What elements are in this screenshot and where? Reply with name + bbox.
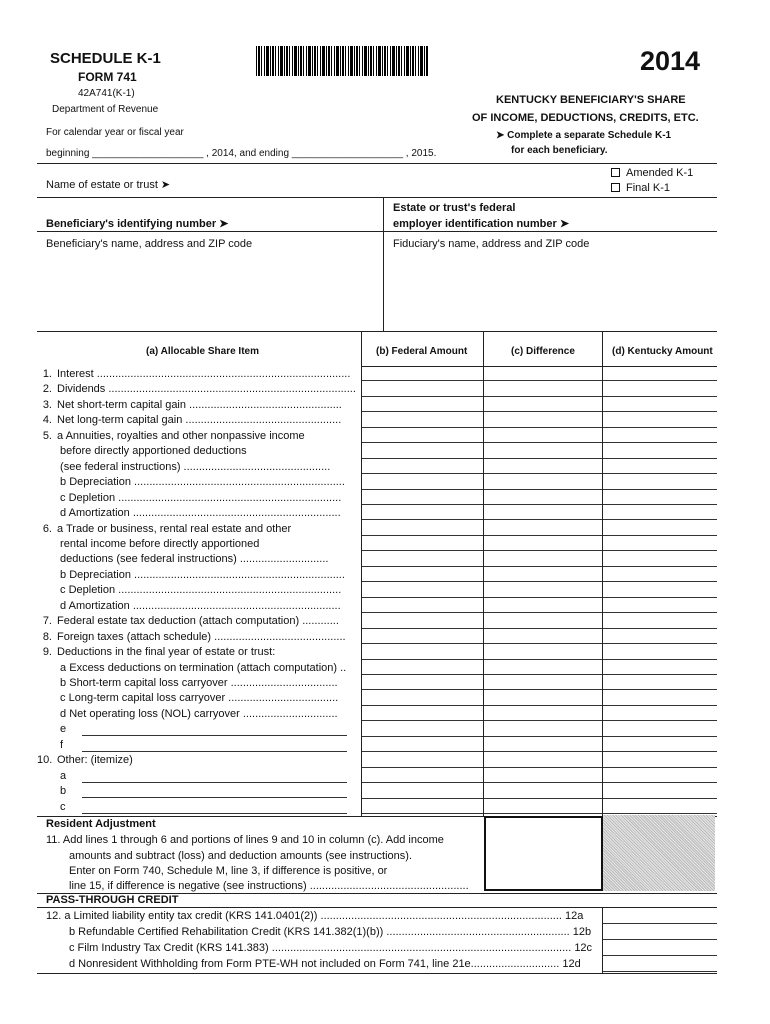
line-item-label xyxy=(37,414,357,426)
amount-cell-d[interactable] xyxy=(603,381,717,396)
line-item-label xyxy=(37,631,357,643)
line-text: (see federal instructions) ................................................ xyxy=(57,460,331,473)
amount-cell-c[interactable] xyxy=(484,521,602,536)
instruction-note-2: for each beneficiary. xyxy=(511,145,608,156)
line-text: Interest ................................................................................... xyxy=(57,368,351,380)
amount-cell-b[interactable] xyxy=(362,443,483,458)
amount-cell-c[interactable] xyxy=(484,598,602,613)
amount-cell-b[interactable] xyxy=(362,644,483,659)
form-code: 42A741(K-1) xyxy=(78,88,135,99)
amount-cell-c[interactable] xyxy=(484,567,602,582)
amount-cell-d[interactable] xyxy=(603,459,717,474)
amount-cell-c[interactable] xyxy=(484,737,602,752)
line-item-label xyxy=(37,383,357,395)
amount-cell-b[interactable] xyxy=(362,598,483,613)
amount-cell-b[interactable] xyxy=(362,582,483,597)
line-item-label xyxy=(37,553,357,565)
amount-cell-b[interactable] xyxy=(362,490,483,505)
amended-k1-checkbox[interactable] xyxy=(611,167,693,179)
line-text: f xyxy=(57,738,64,751)
itemize-blank[interactable] xyxy=(82,735,347,736)
amount-cell-d[interactable] xyxy=(603,721,717,736)
line-text: e xyxy=(57,723,67,736)
resident-heading: Resident Adjustment xyxy=(46,818,156,830)
line-11-text-2: amounts and subtract (loss) and deduction amounts (see instructions). xyxy=(69,850,413,862)
line-11-text: 11. Add lines 1 through 6 and portions of lines 9 and 10 in column (c). Add income xyxy=(46,834,444,846)
line-item-label xyxy=(37,476,357,488)
line-text: a Annuities, royalties and other nonpassive income xyxy=(57,429,305,442)
line-12c-input[interactable] xyxy=(603,940,717,956)
line-item-label xyxy=(37,646,357,658)
line-text: d Amortization .................................................................... xyxy=(57,507,341,520)
fiduciary-address-field[interactable]: Fiduciary's name, address and ZIP code xyxy=(393,238,590,250)
line-number: 7. xyxy=(42,615,52,628)
amount-cell-d[interactable] xyxy=(603,505,717,520)
amount-cell-c[interactable] xyxy=(484,551,602,566)
line-12a-text: 12. a Limited liability entity tax credit (KRS 141.0401(2)) ............................................................................... 12a xyxy=(46,910,584,922)
amount-cell-b[interactable] xyxy=(362,721,483,736)
amount-cell-d[interactable] xyxy=(603,660,717,675)
col-d-header: (d) Kentucky Amount xyxy=(612,346,713,357)
line-item-label xyxy=(37,801,357,813)
line-item-label xyxy=(37,692,357,704)
checkbox-icon xyxy=(611,168,620,177)
amount-cell-c[interactable] xyxy=(484,613,602,628)
department: Department of Revenue xyxy=(52,104,159,115)
amount-cell-d[interactable] xyxy=(603,768,717,783)
amount-cell-c[interactable] xyxy=(484,412,602,427)
amount-cell-d[interactable] xyxy=(603,644,717,659)
line-text: Net long-term capital gain ................................................... xyxy=(57,414,342,427)
amount-cell-c[interactable] xyxy=(484,490,602,505)
amount-cell-d[interactable] xyxy=(603,536,717,551)
amount-cell-d[interactable] xyxy=(603,675,717,690)
amount-cell-b[interactable] xyxy=(362,366,483,381)
beneficiary-id-field[interactable]: Beneficiary's identifying number ➤ xyxy=(46,218,229,230)
amount-cell-b[interactable] xyxy=(362,737,483,752)
final-k1-checkbox[interactable] xyxy=(611,182,670,194)
line-number: 10. xyxy=(37,754,53,767)
amount-cell-c[interactable] xyxy=(484,675,602,690)
amount-cell-c[interactable] xyxy=(484,721,602,736)
amount-cell-c[interactable] xyxy=(484,459,602,474)
line-text: c Long-term capital loss carryover .................................... xyxy=(57,692,339,705)
line-text: Foreign taxes (attach schedule) ........................................... xyxy=(57,630,346,643)
schedule-title: SCHEDULE K-1 xyxy=(50,50,161,67)
amount-cell-c[interactable] xyxy=(484,505,602,520)
amount-cell-c[interactable] xyxy=(484,706,602,721)
form-title-line2: OF INCOME, DEDUCTIONS, CREDITS, ETC. xyxy=(472,112,699,124)
amount-cell-b[interactable] xyxy=(362,428,483,443)
ein-field[interactable]: employer identification number ➤ xyxy=(393,218,570,230)
amount-cell-b[interactable] xyxy=(362,768,483,783)
amount-cell-c[interactable] xyxy=(484,752,602,767)
line-text: deductions (see federal instructions) ............................. xyxy=(57,553,329,566)
amount-cell-b[interactable] xyxy=(362,613,483,628)
amended-label: Amended K-1 xyxy=(626,167,694,179)
line-item-label xyxy=(37,430,357,442)
line-item-label xyxy=(37,615,357,627)
itemize-blank[interactable] xyxy=(82,813,347,814)
line-11-input[interactable] xyxy=(484,816,603,891)
line-number: 1. xyxy=(42,368,52,380)
line-item-label xyxy=(37,492,357,504)
amount-cell-c[interactable] xyxy=(484,366,602,381)
amount-cell-b[interactable] xyxy=(362,505,483,520)
amount-cell-d[interactable] xyxy=(603,752,717,767)
col-b-header: (b) Federal Amount xyxy=(376,346,468,357)
calendar-label: For calendar year or fiscal year xyxy=(46,127,184,138)
amount-cell-c[interactable] xyxy=(484,629,602,644)
amount-cell-d[interactable] xyxy=(603,366,717,381)
amount-cell-b[interactable] xyxy=(362,536,483,551)
amount-cell-b[interactable] xyxy=(362,629,483,644)
line-text: Dividends ................................................................................. xyxy=(57,383,356,396)
amount-cell-c[interactable] xyxy=(484,644,602,659)
amount-cell-b[interactable] xyxy=(362,381,483,396)
line-number: 2. xyxy=(42,383,52,396)
checkbox-icon xyxy=(611,183,620,192)
line-text: a Trade or business, rental real estate and other xyxy=(57,522,292,535)
amount-cell-c[interactable] xyxy=(484,768,602,783)
line-text: c Depletion ......................................................................... xyxy=(57,584,342,597)
period-line[interactable]: beginning ____________________ , 2014, and ending ____________________ , 2015. xyxy=(46,148,437,159)
final-label: Final K-1 xyxy=(626,182,671,194)
line-item-label xyxy=(37,723,357,735)
line-item-label xyxy=(37,739,357,751)
line-number: 5. xyxy=(42,429,52,442)
amount-cell-c[interactable] xyxy=(484,660,602,675)
line-text: c xyxy=(57,800,66,813)
line-text: Deductions in the final year of estate or trust: xyxy=(57,646,276,659)
amount-cell-d[interactable] xyxy=(603,783,717,798)
amount-cell-b[interactable] xyxy=(362,412,483,427)
amount-cell-b[interactable] xyxy=(362,567,483,582)
amount-cell-c[interactable] xyxy=(484,428,602,443)
amount-cell-b[interactable] xyxy=(362,675,483,690)
line-text: Federal estate tax deduction (attach computation) ............ xyxy=(57,615,339,628)
line-number: 3. xyxy=(42,398,52,411)
line-12a-input[interactable] xyxy=(603,908,717,924)
tax-year: 2014 xyxy=(640,46,701,76)
line-text: b Depreciation ..................................................................... xyxy=(57,476,345,489)
amount-cell-d[interactable] xyxy=(603,490,717,505)
col-c-header: (c) Difference xyxy=(511,346,575,357)
amount-cell-b[interactable] xyxy=(362,799,483,814)
amount-cell-b[interactable] xyxy=(362,551,483,566)
line-item-label xyxy=(37,584,357,596)
amount-cell-c[interactable] xyxy=(484,582,602,597)
amount-cell-c[interactable] xyxy=(484,783,602,798)
itemize-blank[interactable] xyxy=(82,797,347,798)
line-number: 4. xyxy=(42,414,52,427)
form-title-line1: KENTUCKY BENEFICIARY'S SHARE xyxy=(496,94,686,106)
line-text: c Depletion ......................................................................... xyxy=(57,491,342,504)
ein-label-1: Estate or trust's federal xyxy=(393,202,516,214)
amount-cell-b[interactable] xyxy=(362,660,483,675)
shaded-area xyxy=(603,815,715,891)
line-item-label xyxy=(37,600,357,612)
amount-cell-d[interactable] xyxy=(603,690,717,705)
itemize-blank[interactable] xyxy=(82,751,347,752)
amount-cell-c[interactable] xyxy=(484,690,602,705)
line-text: d Amortization .................................................................... xyxy=(57,599,341,612)
amount-cell-d[interactable] xyxy=(603,428,717,443)
line-item-label xyxy=(37,662,357,674)
estate-name-field[interactable]: Name of estate or trust ➤ xyxy=(46,179,171,191)
line-number: 6. xyxy=(42,522,52,535)
amount-cell-d[interactable] xyxy=(603,737,717,752)
line-12b-input[interactable] xyxy=(603,924,717,940)
line-text: Other: (itemize) xyxy=(57,754,133,767)
line-12d-text: d Nonresident Withholding from Form PTE-WH not included on Form 741, line 21e............................. 12d xyxy=(69,958,581,970)
amount-cell-d[interactable] xyxy=(603,443,717,458)
line-item-label xyxy=(37,368,357,380)
amount-cell-b[interactable] xyxy=(362,474,483,489)
amount-cell-d[interactable] xyxy=(603,397,717,412)
passthrough-heading: PASS-THROUGH CREDIT xyxy=(46,894,179,906)
amount-cell-c[interactable] xyxy=(484,536,602,551)
line-text: d Net operating loss (NOL) carryover ............................... xyxy=(57,707,338,720)
line-text: a Excess deductions on termination (attach computation) .. xyxy=(57,661,347,674)
line-number: 9. xyxy=(42,646,52,659)
line-text: b xyxy=(57,785,67,798)
amount-cell-b[interactable] xyxy=(362,752,483,767)
line-text: Net short-term capital gain .................................................. xyxy=(57,398,342,411)
line-item-label xyxy=(37,754,357,766)
line-12c-text: c Film Industry Tax Credit (KRS 141.383) .................................................................................................. 12c xyxy=(69,942,593,954)
amount-cell-d[interactable] xyxy=(603,598,717,613)
amount-cell-b[interactable] xyxy=(362,459,483,474)
barcode xyxy=(256,46,428,76)
line-number: 8. xyxy=(42,630,52,643)
amount-cell-d[interactable] xyxy=(603,582,717,597)
amount-cell-d[interactable] xyxy=(603,799,717,814)
amount-cell-c[interactable] xyxy=(484,397,602,412)
amount-cell-c[interactable] xyxy=(484,443,602,458)
amount-cell-d[interactable] xyxy=(603,551,717,566)
amount-cell-b[interactable] xyxy=(362,706,483,721)
line-item-label xyxy=(37,507,357,519)
line-item-label xyxy=(37,523,357,535)
beneficiary-address-field[interactable]: Beneficiary's name, address and ZIP code xyxy=(46,238,253,250)
line-item-label xyxy=(37,770,357,782)
line-item-label xyxy=(37,708,357,720)
line-text: b Depreciation ..................................................................... xyxy=(57,568,345,581)
instruction-note-1: ➤ Complete a separate Schedule K-1 xyxy=(496,130,672,141)
line-12b-text: b Refundable Certified Rehabilitation Credit (KRS 141.382(1)(b)) ............................................................ 12b xyxy=(69,926,592,938)
form-number: FORM 741 xyxy=(78,70,137,84)
line-12d-input[interactable] xyxy=(603,956,717,972)
amount-cell-c[interactable] xyxy=(484,474,602,489)
line-item-label xyxy=(37,785,357,797)
line-text: b Short-term capital loss carryover ................................... xyxy=(57,677,338,689)
itemize-blank[interactable] xyxy=(82,782,347,783)
line-11-text-4: line 15, if difference is negative (see instructions) .................................................... xyxy=(69,880,469,892)
amount-cell-d[interactable] xyxy=(603,567,717,582)
amount-cell-c[interactable] xyxy=(484,381,602,396)
amount-cell-d[interactable] xyxy=(603,629,717,644)
line-item-label xyxy=(37,399,357,411)
line-item-label xyxy=(37,445,357,457)
line-text: a xyxy=(57,769,67,782)
line-text: before directly apportioned deductions xyxy=(57,445,247,458)
amount-cell-b[interactable] xyxy=(362,690,483,705)
amount-cell-c[interactable] xyxy=(484,799,602,814)
line-item-label xyxy=(37,461,357,473)
amount-cell-b[interactable] xyxy=(362,521,483,536)
amount-cell-d[interactable] xyxy=(603,412,717,427)
amount-cell-d[interactable] xyxy=(603,474,717,489)
line-item-label xyxy=(37,538,357,550)
col-a-header: (a) Allocable Share Item xyxy=(146,346,259,357)
line-text: rental income before directly apportioned xyxy=(57,537,260,550)
line-item-label xyxy=(37,569,357,581)
amount-cell-d[interactable] xyxy=(603,613,717,628)
amount-cell-d[interactable] xyxy=(603,521,717,536)
line-11-text-3: Enter on Form 740, Schedule M, line 3, if difference is positive, or xyxy=(69,865,388,877)
amount-cell-d[interactable] xyxy=(603,706,717,721)
line-item-label xyxy=(37,677,357,689)
amount-cell-b[interactable] xyxy=(362,783,483,798)
amount-cell-b[interactable] xyxy=(362,397,483,412)
